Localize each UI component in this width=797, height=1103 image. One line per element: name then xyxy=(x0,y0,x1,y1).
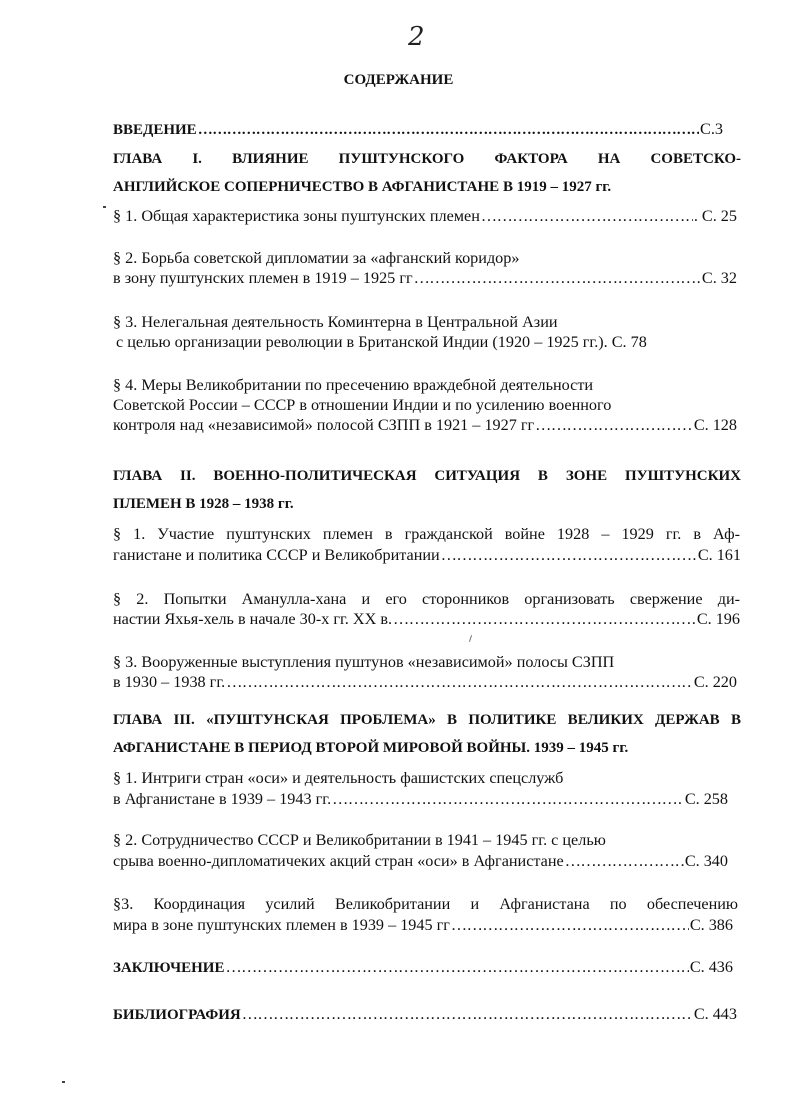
toc-page: . С. 25 xyxy=(693,207,737,225)
toc-entry-2-2[interactable] xyxy=(113,609,740,629)
leader-dots xyxy=(198,122,699,139)
toc-entry-2-2-line1: § 2. Попытки Аманулла-хана и его сторонников организовать свержение ди- xyxy=(113,590,740,608)
toc-entry-3-1-line1: § 1. Интриги стран «оси» и деятельность фашистских спецслужб xyxy=(113,769,564,787)
chapter-heading-2-cont: ПЛЕМЕН В 1928 – 1938 гг. xyxy=(113,496,294,512)
leader-dots xyxy=(225,957,688,977)
toc-text: в Афганистане в 1939 – 1943 гг. xyxy=(113,790,332,808)
toc-entry-1-2-line1: § 2. Борьба советской дипломатии за «афганский коридор» xyxy=(113,249,520,267)
toc-page: С. 436 xyxy=(689,958,733,976)
toc-entry-3-3-line1: §3. Координация усилий Великобритании и Афганистана по обеспечению xyxy=(113,895,738,913)
toc-text: настии Яхья-хель в начале 30-х гг. XX в. xyxy=(113,610,393,628)
toc-entry-1-1[interactable] xyxy=(113,206,737,226)
toc-entry-2-1-line1: § 1. Участие пуштунских племен в гражданской войне 1928 – 1929 гг. в Аф- xyxy=(113,525,740,543)
toc-entry-3-3[interactable] xyxy=(113,915,733,935)
chapter-heading-3-cont: АФГАНИСТАНЕ В ПЕРИОД ВТОРОЙ МИРОВОЙ ВОЙНЫ. 1939 – 1945 гг. xyxy=(113,740,629,756)
toc-entry-3-2[interactable] xyxy=(113,851,728,871)
leader-dots xyxy=(451,915,689,935)
leader-dots xyxy=(565,851,684,871)
toc-page: С. 128 xyxy=(693,416,737,434)
toc-entry-2-3-line1: § 3. Вооруженные выступления пуштунов «независимой» полосы СЗПП xyxy=(113,653,615,671)
toc-page: С. 220 xyxy=(693,673,737,691)
leader-dots xyxy=(441,545,697,565)
toc-text: в 1930 – 1938 гг. xyxy=(113,673,226,691)
toc-page: С.3 xyxy=(700,120,723,138)
toc-page: С. 340 xyxy=(684,852,728,870)
toc-entry-conclusion[interactable] xyxy=(113,957,733,977)
toc-entry-1-2[interactable] xyxy=(113,268,737,288)
scan-speck xyxy=(469,635,472,642)
toc-entry-1-4-line2: Советской России – СССР в отношении Индии и по усилению военного xyxy=(113,396,612,414)
toc-text: ганистане и политика СССР и Великобритании xyxy=(113,546,440,564)
leader-dots xyxy=(393,609,696,629)
toc-entry-1-4[interactable] xyxy=(113,415,737,435)
toc-page: С. 443 xyxy=(693,1005,737,1023)
chapter-heading-3: ГЛАВА III. «ПУШТУНСКАЯ ПРОБЛЕМА» В ПОЛИТИКЕ ВЕЛИКИХ ДЕРЖАВ В xyxy=(113,712,741,728)
toc-page: С. 196 xyxy=(696,610,740,628)
toc-text: срыва военно-дипломатичеких акций стран «оси» в Афганистане xyxy=(113,852,564,870)
toc-text: § 1. Общая характеристика зоны пуштунских племен xyxy=(113,207,480,225)
handwritten-page-number: 2 xyxy=(408,22,425,52)
toc-entry-bibliography[interactable] xyxy=(113,1004,737,1024)
toc-entry-1-3[interactable]: с целью организации революции в Британской Индии (1920 – 1925 гг.). С. 78 xyxy=(116,333,647,351)
leader-dots xyxy=(535,415,693,435)
toc-label: ЗАКЛЮЧЕНИЕ xyxy=(113,960,225,976)
chapter-heading-1-cont: АНГЛИЙСКОЕ СОПЕРНИЧЕСТВО В АФГАНИСТАНЕ В 1919 – 1927 гг. xyxy=(113,179,612,195)
toc-entry-1-4-line1: § 4. Меры Великобритании по пресечению враждебной деятельности xyxy=(113,376,594,394)
leader-dots xyxy=(242,1004,693,1024)
scan-speck xyxy=(103,206,106,208)
leader-dots xyxy=(414,268,701,288)
toc-entry-1-3-line1: § 3. Нелегальная деятельность Коминтерна в Центральной Азии xyxy=(113,313,558,331)
scan-speck xyxy=(62,1081,65,1083)
toc-entry-3-2-line1: § 2. Сотрудничество СССР и Великобритании в 1941 – 1945 гг. с целью xyxy=(113,831,606,849)
toc-text: в зону пуштунских племен в 1919 – 1925 гг xyxy=(113,269,413,287)
toc-text: контроля над «независимой» полосой СЗПП в 1921 – 1927 гг xyxy=(113,416,535,434)
leader-dots xyxy=(226,672,693,692)
toc-text: мира в зоне пуштунских племен в 1939 – 1945 гг xyxy=(113,916,450,934)
toc-entry-2-3[interactable] xyxy=(113,672,737,692)
toc-page: С. 32 xyxy=(701,269,737,287)
toc-entry-intro[interactable] xyxy=(113,120,723,139)
chapter-heading-2: ГЛАВА II. ВОЕННО-ПОЛИТИЧЕСКАЯ СИТУАЦИЯ В ЗОНЕ ПУШТУНСКИХ xyxy=(113,468,741,484)
leader-dots xyxy=(332,789,684,809)
toc-page: С. 161 xyxy=(697,546,741,564)
toc-page: С. 258 xyxy=(684,790,728,808)
chapter-heading-1: ГЛАВА I. ВЛИЯНИЕ ПУШТУНСКОГО ФАКТОРА НА СОВЕТСКО- xyxy=(113,151,741,167)
page-title: СОДЕРЖАНИЕ xyxy=(343,72,454,88)
toc-entry-3-1[interactable] xyxy=(113,789,728,809)
toc-label: БИБЛИОГРАФИЯ xyxy=(113,1007,241,1023)
toc-entry-2-1[interactable] xyxy=(113,545,741,565)
toc-page: С. 386 xyxy=(689,916,733,934)
leader-dots xyxy=(481,206,693,226)
toc-label: ВВЕДЕНИЕ xyxy=(113,122,197,138)
